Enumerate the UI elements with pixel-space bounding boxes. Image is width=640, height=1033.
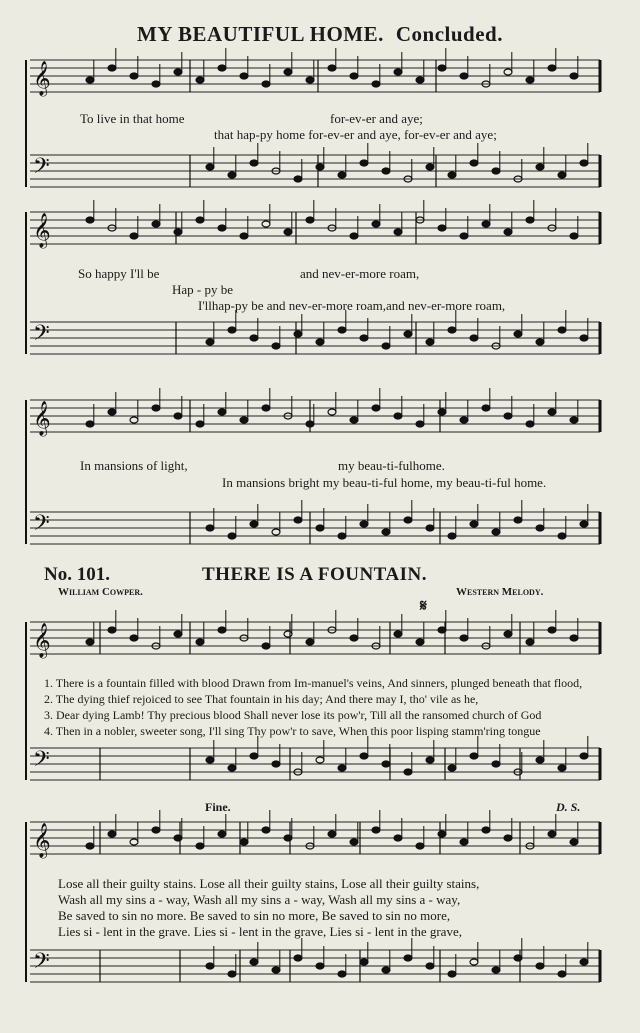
note: [228, 172, 236, 178]
note: [284, 631, 292, 637]
note: [580, 335, 588, 341]
lyric-line: Hap - py be: [172, 282, 234, 297]
note: [350, 635, 358, 641]
note: [426, 525, 434, 531]
bass-clef-icon: 𝄢: [33, 154, 50, 184]
treble-clef-icon: 𝄞: [33, 213, 51, 248]
note: [548, 65, 556, 71]
note: [460, 417, 468, 423]
note: [438, 65, 446, 71]
note: [426, 164, 434, 170]
note: [228, 327, 236, 333]
note: [580, 160, 588, 166]
note: [328, 831, 336, 837]
note: [250, 521, 258, 527]
note: [196, 421, 204, 427]
note: [174, 631, 182, 637]
note: [404, 331, 412, 337]
note: [350, 233, 358, 239]
note: [338, 971, 346, 977]
note: [316, 339, 324, 345]
note: [580, 753, 588, 759]
note: [272, 761, 280, 767]
note: [240, 417, 248, 423]
refrain-line: Lose all their guilty stains. Lose all their guilty stains, Lose all their guilty stains,: [58, 876, 480, 891]
note: [86, 421, 94, 427]
note: [262, 221, 270, 227]
note: [174, 413, 182, 419]
note: [416, 843, 424, 849]
note: [108, 627, 116, 633]
note: [548, 627, 556, 633]
note: [448, 327, 456, 333]
treble-clef-icon: 𝄞: [33, 823, 51, 858]
note: [558, 172, 566, 178]
note: [404, 769, 412, 775]
lyric-line: To live in that home: [80, 111, 185, 126]
note: [372, 81, 380, 87]
note: [470, 521, 478, 527]
note: [438, 831, 446, 837]
note: [196, 843, 204, 849]
note: [448, 533, 456, 539]
note: [316, 757, 324, 763]
note: [284, 229, 292, 235]
note: [240, 839, 248, 845]
verse-line: 1. There is a fountain filled with blood Drawn from Im-manuel's veins, And sinners, plunged beneath that flood,: [44, 676, 583, 690]
note: [426, 757, 434, 763]
note: [394, 413, 402, 419]
note: [482, 405, 490, 411]
note: [196, 217, 204, 223]
note: [218, 831, 226, 837]
note: [504, 413, 512, 419]
note: [482, 827, 490, 833]
note: [294, 176, 302, 182]
note: [108, 409, 116, 415]
note: [130, 635, 138, 641]
hymn-melody: Western Melody.: [456, 586, 544, 598]
note: [206, 339, 214, 345]
note: [570, 635, 578, 641]
note: [250, 959, 258, 965]
note: [460, 73, 468, 79]
note: [514, 955, 522, 961]
note: [360, 335, 368, 341]
note: [174, 835, 182, 841]
note: [272, 343, 280, 349]
hymn-author: William Cowper.: [58, 586, 143, 598]
note: [404, 517, 412, 523]
note: [570, 839, 578, 845]
note: [130, 73, 138, 79]
note: [460, 635, 468, 641]
note: [86, 217, 94, 223]
note: [328, 65, 336, 71]
note: [382, 343, 390, 349]
note: [218, 409, 226, 415]
refrain-line: Wash all my sins a - way, Wash all my sins a - way, Wash all my sins a - way,: [58, 892, 461, 907]
hymn-number: No. 101.: [44, 564, 110, 585]
note: [272, 967, 280, 973]
note: [448, 765, 456, 771]
note: [196, 77, 204, 83]
note: [536, 963, 544, 969]
fine-mark: Fine.: [205, 800, 231, 814]
note: [504, 69, 512, 75]
note: [570, 417, 578, 423]
note: [460, 839, 468, 845]
note: [306, 639, 314, 645]
note: [536, 339, 544, 345]
note: [218, 627, 226, 633]
verse-line: 4. Then in a nobler, sweeter song, I'll sing Thy pow'r to save, When this poor lisping stamm'ring tongue: [44, 724, 541, 738]
note: [328, 409, 336, 415]
lyric-line: In mansions of light,: [80, 458, 188, 473]
note: [250, 753, 258, 759]
note: [174, 69, 182, 75]
note: [526, 217, 534, 223]
note: [438, 627, 446, 633]
note: [206, 525, 214, 531]
note: [206, 757, 214, 763]
note: [492, 168, 500, 174]
refrain-line: Be saved to sin no more. Be saved to sin no more, Be saved to sin no more,: [58, 908, 451, 923]
note: [360, 521, 368, 527]
note: [130, 839, 138, 845]
treble-clef-icon: 𝄞: [33, 401, 51, 436]
note: [240, 73, 248, 79]
note: [580, 521, 588, 527]
note: [558, 327, 566, 333]
note: [86, 843, 94, 849]
note: [130, 233, 138, 239]
note: [372, 827, 380, 833]
note: [580, 959, 588, 965]
note: [394, 835, 402, 841]
note: [492, 529, 500, 535]
lyric-line: that hap-py home for-ev-er and aye, for-ev-er and aye;: [214, 127, 497, 142]
note: [108, 65, 116, 71]
note: [360, 160, 368, 166]
note: [306, 77, 314, 83]
note: [350, 73, 358, 79]
note: [152, 221, 160, 227]
note: [206, 963, 214, 969]
note: [504, 631, 512, 637]
treble-clef-icon: 𝄞: [33, 623, 51, 658]
segno-icon: 𝄋: [420, 598, 427, 615]
note: [360, 959, 368, 965]
note: [504, 835, 512, 841]
note: [536, 525, 544, 531]
lyric-line: In mansions bright my beau-ti-ful home, my beau-ti-ful home.: [222, 475, 547, 490]
note: [240, 233, 248, 239]
note: [492, 967, 500, 973]
note: [294, 331, 302, 337]
note: [548, 831, 556, 837]
note: [470, 753, 478, 759]
treble-clef-icon: 𝄞: [33, 61, 51, 96]
note: [284, 835, 292, 841]
note: [570, 233, 578, 239]
note: [338, 533, 346, 539]
note: [438, 225, 446, 231]
note: [372, 221, 380, 227]
note: [218, 225, 226, 231]
bass-clef-icon: 𝄢: [33, 511, 50, 541]
note: [416, 639, 424, 645]
note: [394, 631, 402, 637]
note: [460, 233, 468, 239]
note: [382, 761, 390, 767]
note: [108, 831, 116, 837]
note: [338, 765, 346, 771]
note: [470, 160, 478, 166]
note: [316, 164, 324, 170]
note: [558, 533, 566, 539]
note: [438, 409, 446, 415]
lyric-line: I'llhap-py be and nev-er-more roam,and nev-er-more roam,: [198, 298, 506, 313]
note: [504, 229, 512, 235]
note: [558, 971, 566, 977]
note: [338, 172, 346, 178]
note: [262, 81, 270, 87]
note: [250, 160, 258, 166]
note: [394, 229, 402, 235]
note: [152, 81, 160, 87]
verse-line: 2. The dying thief rejoiced to see That fountain in his day; And there may I, tho' vile as he,: [44, 692, 479, 706]
note: [228, 971, 236, 977]
note: [492, 761, 500, 767]
note: [514, 331, 522, 337]
note: [262, 405, 270, 411]
note: [470, 335, 478, 341]
bass-clef-icon: 𝄢: [33, 747, 50, 777]
note: [482, 221, 490, 227]
note: [514, 517, 522, 523]
ds-mark: D. S.: [556, 800, 581, 814]
note: [416, 77, 424, 83]
note: [426, 963, 434, 969]
note: [250, 335, 258, 341]
refrain-line: Lies si - lent in the grave. Lies si - lent in the grave, Lies si - lent in the grave,: [58, 924, 462, 939]
note: [196, 639, 204, 645]
note: [228, 533, 236, 539]
note: [152, 405, 160, 411]
note: [526, 639, 534, 645]
note: [350, 417, 358, 423]
note: [262, 643, 270, 649]
note: [448, 172, 456, 178]
note: [470, 959, 478, 965]
note: [152, 827, 160, 833]
note: [86, 639, 94, 645]
note: [228, 765, 236, 771]
note: [294, 517, 302, 523]
note: [174, 229, 182, 235]
note: [86, 77, 94, 83]
note: [526, 77, 534, 83]
note: [394, 69, 402, 75]
bass-clef-icon: 𝄢: [33, 321, 50, 351]
note: [536, 757, 544, 763]
note: [416, 421, 424, 427]
note: [306, 217, 314, 223]
note: [382, 967, 390, 973]
note: [558, 765, 566, 771]
note: [548, 409, 556, 415]
note: [570, 73, 578, 79]
lyric-line: for-ev-er and aye;: [330, 111, 423, 126]
lyric-line: So happy I'll be: [78, 266, 160, 281]
note: [426, 339, 434, 345]
lyric-line: my beau-ti-fulhome.: [338, 458, 445, 473]
page-title: MY BEAUTIFUL HOME. Concluded.: [137, 22, 503, 46]
note: [382, 168, 390, 174]
note: [360, 753, 368, 759]
note: [206, 164, 214, 170]
note: [294, 955, 302, 961]
note: [284, 69, 292, 75]
hymn-title: THERE IS A FOUNTAIN.: [202, 564, 428, 585]
verse-line: 3. Dear dying Lamb! Thy precious blood Shall never lose its pow'r, Till all the ransomed church of God: [44, 708, 542, 722]
note: [526, 421, 534, 427]
note: [272, 529, 280, 535]
note: [404, 955, 412, 961]
note: [130, 417, 138, 423]
note: [262, 827, 270, 833]
note: [218, 65, 226, 71]
lyric-line: and nev-er-more roam,: [300, 266, 420, 281]
note: [316, 525, 324, 531]
note: [448, 971, 456, 977]
bass-clef-icon: 𝄢: [33, 949, 50, 979]
note: [372, 405, 380, 411]
note: [316, 963, 324, 969]
note: [306, 421, 314, 427]
note: [338, 327, 346, 333]
note: [350, 839, 358, 845]
note: [382, 529, 390, 535]
note: [536, 164, 544, 170]
